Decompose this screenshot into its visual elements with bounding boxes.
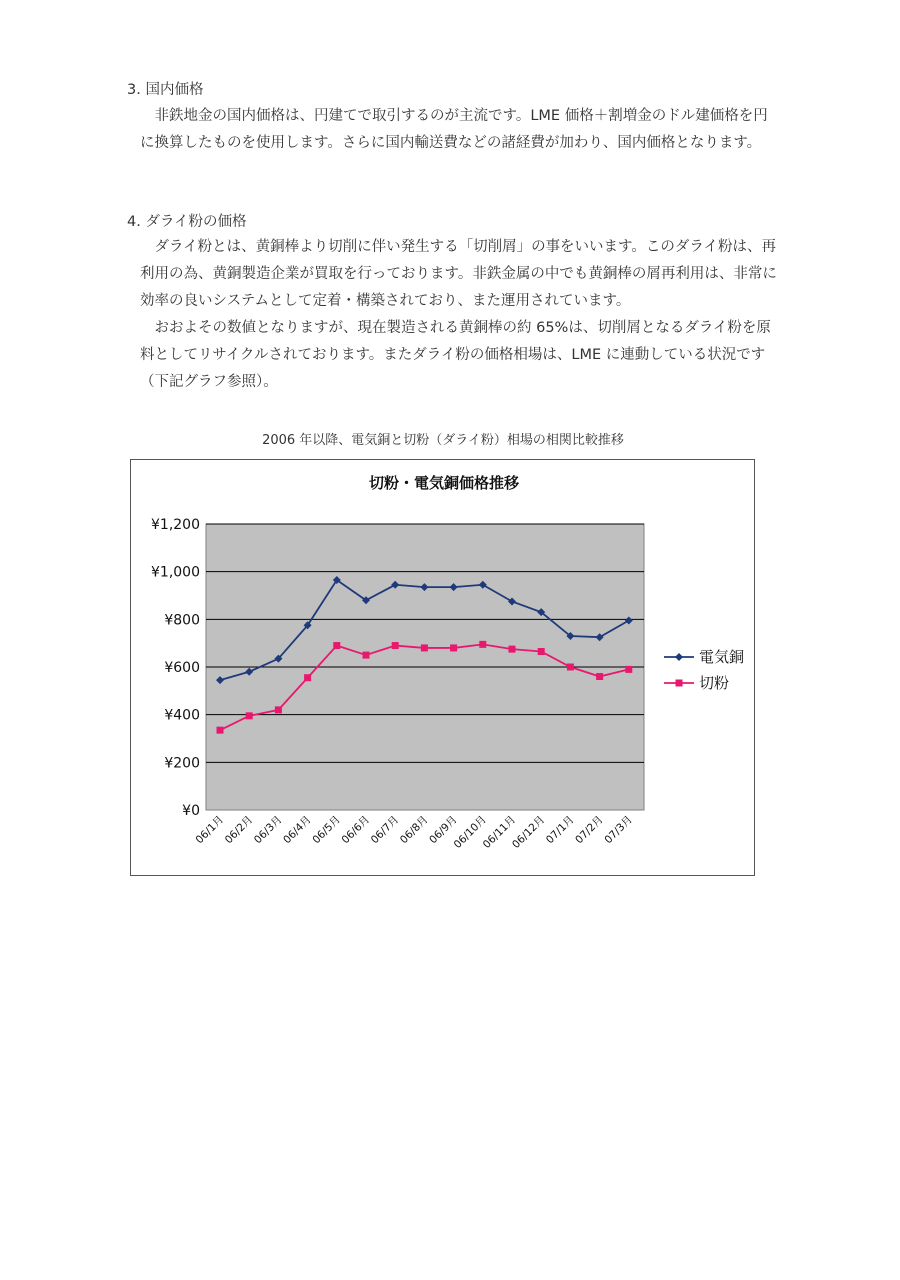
data-point xyxy=(217,727,224,734)
y-tick-label: ¥1,200 xyxy=(151,517,200,533)
data-point xyxy=(450,644,457,651)
data-point xyxy=(363,652,370,659)
data-point xyxy=(392,642,399,649)
x-tick-label: 07/3月 xyxy=(602,813,635,847)
y-tick-label: ¥400 xyxy=(164,707,200,724)
chart-caption: 2006 年以降、電気銅と切粉（ダライ粉）相場の相関比較推移 xyxy=(262,433,624,448)
section3-body xyxy=(140,103,780,157)
data-point xyxy=(275,706,282,713)
x-tick-label: 06/3月 xyxy=(251,813,285,847)
data-point xyxy=(509,646,516,653)
data-point xyxy=(421,644,428,651)
x-axis-ticks xyxy=(194,814,635,851)
x-tick-label: 06/1月 xyxy=(193,813,227,847)
y-tick-label: ¥1,000 xyxy=(151,564,200,581)
section3-heading: 3. 国内価格 xyxy=(127,82,204,98)
section4-paragraph-1: ダライ粉とは、黄銅棒より切削に伴い発生する「切削屑」の事をいいます。このダライ粉は、再利用の為、黄銅製造企業が買取を行っております。非鉄金属の中でも黄銅棒の屑再利用は、非常に効率の良いシステムとして定着・構築されており、また運用されています。 xyxy=(140,239,777,309)
legend xyxy=(664,648,744,692)
data-point xyxy=(304,674,311,681)
x-tick-label: 06/2月 xyxy=(222,813,256,847)
chart-container xyxy=(130,459,755,876)
y-tick-label: ¥0 xyxy=(182,803,200,819)
x-tick-label: 06/5月 xyxy=(310,813,343,847)
x-tick-label: 06/6月 xyxy=(339,813,373,847)
legend-label: 切粉 xyxy=(699,674,730,692)
legend-marker xyxy=(676,680,683,687)
section4-heading: 4. ダライ粉の価格 xyxy=(127,214,247,230)
legend-label: 電気銅 xyxy=(699,648,745,666)
data-point xyxy=(246,712,253,719)
data-point xyxy=(538,648,545,655)
data-point xyxy=(479,641,486,648)
data-point xyxy=(333,642,340,649)
x-tick-label: 06/10月 xyxy=(451,813,489,851)
y-axis-ticks xyxy=(151,517,200,819)
price-chart xyxy=(131,460,756,877)
section3-paragraph: 非鉄地金の国内価格は、円建てで取引するのが主流です。LME 価格＋割増金のドル建価格を円に換算したものを使用します。さらに国内輸送費などの諸経費が加わり、国内価格となります。 xyxy=(140,108,768,151)
x-tick-label: 07/2月 xyxy=(573,813,606,847)
data-point xyxy=(567,664,574,671)
x-tick-label: 07/1月 xyxy=(543,813,577,847)
legend-marker xyxy=(675,653,683,661)
x-tick-label: 06/9月 xyxy=(427,813,460,847)
x-tick-label: 06/12月 xyxy=(510,813,548,851)
y-tick-label: ¥800 xyxy=(164,612,200,629)
x-tick-label: 06/7月 xyxy=(368,813,402,847)
data-point xyxy=(596,673,603,680)
x-tick-label: 06/4月 xyxy=(281,813,314,847)
y-tick-label: ¥600 xyxy=(164,660,200,676)
section4-paragraph-2: おおよその数値となりますが、現在製造される黄銅棒の約 65%は、切削屑となるダライ粉を原料としてリサイクルされております。またダライ粉の価格相場は、LME に連動している状況です（下記グラフ参照）。 xyxy=(140,320,771,390)
data-point xyxy=(625,666,632,673)
y-tick-label: ¥200 xyxy=(164,755,200,772)
x-tick-label: 06/8月 xyxy=(397,813,431,847)
section4-body xyxy=(140,234,780,396)
chart-title: 切粉・電気銅価格推移 xyxy=(368,474,520,492)
x-tick-label: 06/11月 xyxy=(480,813,519,851)
